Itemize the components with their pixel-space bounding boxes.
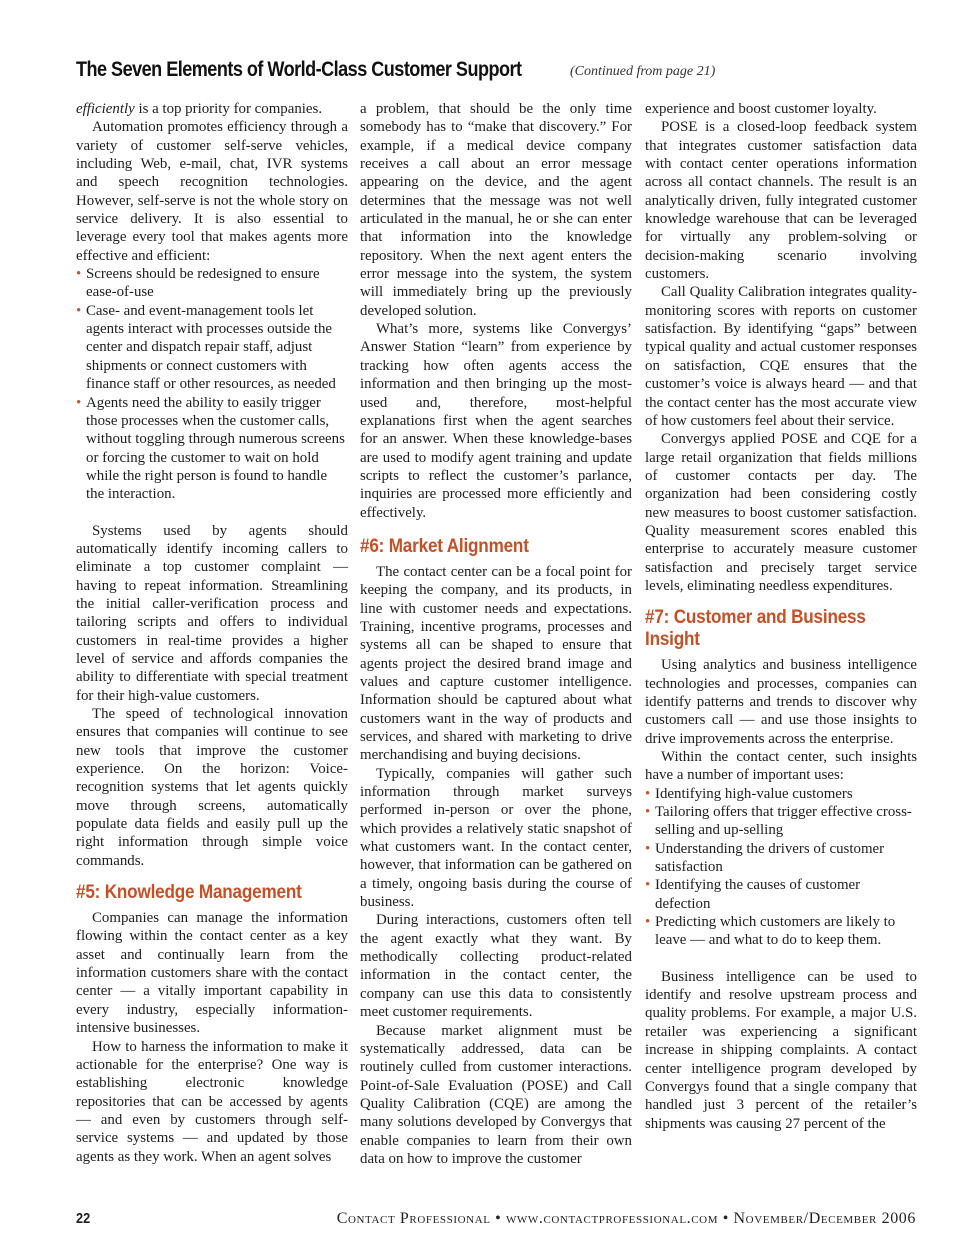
- paragraph: Within the contact center, such insights have a number of important uses:: [645, 749, 917, 784]
- list-item: • Screens should be redesigned to ensure ease-of-use: [76, 265, 348, 302]
- paragraph: Automation promotes efficiency through a variety of customer self-serve vehicles, including Web, e-mail, chat, IVR systems and speech recognition technologies. However, self-serve is not the whole story on service delivery. It is also essential to leverage every tool that makes agents more effective and efficient:: [76, 119, 348, 264]
- section-heading-5: #5: Knowledge Management: [76, 882, 302, 904]
- paragraph: POSE is a closed-loop feedback system that integrates customer satisfaction data with contact center operations information across all contact channels. The result is an analytically driven, fully integrated customer knowledge warehouse that can be leveraged for virtually any problem-solving or decision-making scenario involving customers.: [645, 119, 917, 283]
- page-footer: [76, 1210, 916, 1234]
- paragraph: What’s more, systems like Convergys’ Answer Station “learn” from experience by tracking how often agents access the information and then bringing up the most-used and, therefore, most-helpful explanations first when the agent searches for an answer. When these knowledge-bases are used to modify agent training and update scripts to reflect the customer’s parlance, inquiries are processed more efficiently and effectively.: [360, 321, 632, 521]
- column-2: [360, 100, 632, 1168]
- bullet-list: [76, 265, 348, 503]
- paragraph-text: is a top priority for companies.: [134, 101, 323, 117]
- section-heading-7: #7: Customer and Business Insight: [645, 607, 866, 651]
- paragraph: Convergys applied POSE and CQE for a large retail organization that fields millions of customer contacts per day. The organization had been considering costly new measures to boost customer satisfaction. Quality measurement scores enabled this enterprise to accurately measure customer satisfaction and precisely target service levels, eliminating needless expenditures.: [645, 431, 917, 594]
- list-item: • Tailoring offers that trigger effective cross-selling and up-selling: [645, 803, 917, 840]
- list-item: • Predicting which customers are likely to leave — and what to do to keep them.: [645, 913, 917, 950]
- paragraph: Systems used by agents should automatically identify incoming callers to eliminate a top customer complaint — having to repeat information. Streamlining the initial caller-verification process and tailoring scripts and offers to individual customers in real-time provides a higher level of service and affords companies the ability to differentiate with special treatment for their high-value customers.: [76, 522, 348, 704]
- list-item: • Identifying high-value customers: [645, 785, 917, 803]
- page-number: 22: [76, 1210, 91, 1227]
- column-1: [76, 100, 348, 1166]
- paragraph: The contact center can be a focal point for keeping the company, and its products, in line with customer needs and expectations. Training, incentive programs, processes and systems all can be shaped to ensure that agents project the desired brand image and values and capture customer intelligence. Information should be captured about what customers want in the way of products and services, and shared with marketing to drive merchandising and buying decisions.: [360, 563, 632, 764]
- section-heading-6: #6: Market Alignment: [360, 535, 529, 557]
- list-item: • Agents need the ability to easily trigger those processes when the customer calls, without toggling through numerous screens or forcing the customer to wait on hold while the right person is found to handle the interaction.: [76, 394, 348, 504]
- paragraph: experience and boost customer loyalty.: [645, 101, 877, 117]
- publication-credit: Contact Professional • www.contactprofessional.com • November/December 2006: [336, 1210, 916, 1227]
- article-header: [76, 58, 896, 82]
- paragraph: Call Quality Calibration integrates quality-monitoring scores with reports on customer satisfaction. By identifying “gaps” between typical quality and actual customer responses on satisfaction, CQE ensures that the customer’s voice is always heard — and that the contact center has the most accurate view of how customers feel about their service.: [645, 284, 917, 429]
- emphasis-text: efficiently: [76, 101, 135, 117]
- list-item: • Case- and event-management tools let agents interact with processes outside the center and dispatch repair staff, adjust shipments or connect customers with finance staff or other resources, as needed: [76, 302, 348, 394]
- paragraph: Business intelligence can be used to identify and resolve upstream process and quality problems. For example, a major U.S. retailer was experiencing a significant increase in shipping complaints. A contact center intelligence program developed by Convergys found that a single company that handled just 3 percent of the retailer’s shipments was causing 27 percent of the: [645, 968, 917, 1132]
- list-item: • Understanding the drivers of customer satisfaction: [645, 840, 917, 877]
- paragraph: Typically, companies will gather such information through market surveys performed in-person or over the phone, which provides a relatively static snapshot of what customers want. In the contact center, however, that information can be gathered on a timely, ongoing basis during the course of business.: [360, 765, 632, 911]
- article-title: The Seven Elements of World-Class Customer Support: [76, 58, 522, 81]
- paragraph: How to harness the information to make it actionable for the enterprise? One way is establishing electronic knowledge repositories that can be accessed by agents — and even by customers through self-service systems — and updated by those agents as they work. When an agent solves: [76, 1038, 348, 1165]
- paragraph: Companies can manage the information flowing within the contact center as a key asset and continually learn from the information customers share with the contact center — a vitally important capability in every industry, especially information-intensive businesses.: [76, 910, 348, 1037]
- column-3: [645, 100, 917, 1133]
- paragraph: [76, 100, 348, 118]
- paragraph: Because market alignment must be systematically addressed, data can be routinely culled from customer interactions. Point-of-Sale Evaluation (POSE) and Call Quality Calibration (CQE) are among the many solutions developed by Convergys that enable companies to learn from their own data on how to improve the customer: [360, 1022, 632, 1167]
- paragraph: The speed of technological innovation ensures that companies will continue to see new tools that improve the customer experience. On the horizon: Voice-recognition systems that let agents quickly move through screens, automatically populate data fields and easily pull up the right information through simple voice commands.: [76, 706, 348, 869]
- bullet-list: [645, 785, 917, 950]
- paragraph: a problem, that should be the only time somebody has to “make that discovery.” For example, if a medical device company receives a call about an error message appearing on the device, and the agent determines that the message was not well articulated in the manual, he or she can enter that information into the knowledge repository. When the next agent enters the error message into the system, the system will immediately bring up the previously developed solution.: [360, 101, 632, 319]
- paragraph: During interactions, customers often tell the agent exactly what they want. By methodically collecting product-related information in the contact center, the company can use this data to consistently meet customer requirements.: [360, 912, 632, 1021]
- continued-note: (Continued from page 21): [570, 64, 716, 79]
- list-item: • Identifying the causes of customer defection: [645, 876, 917, 913]
- paragraph: Using analytics and business intelligence technologies and processes, companies can identify patterns and trends to discover why customers call — and use those insights to drive improvements across the enterprise.: [645, 657, 917, 747]
